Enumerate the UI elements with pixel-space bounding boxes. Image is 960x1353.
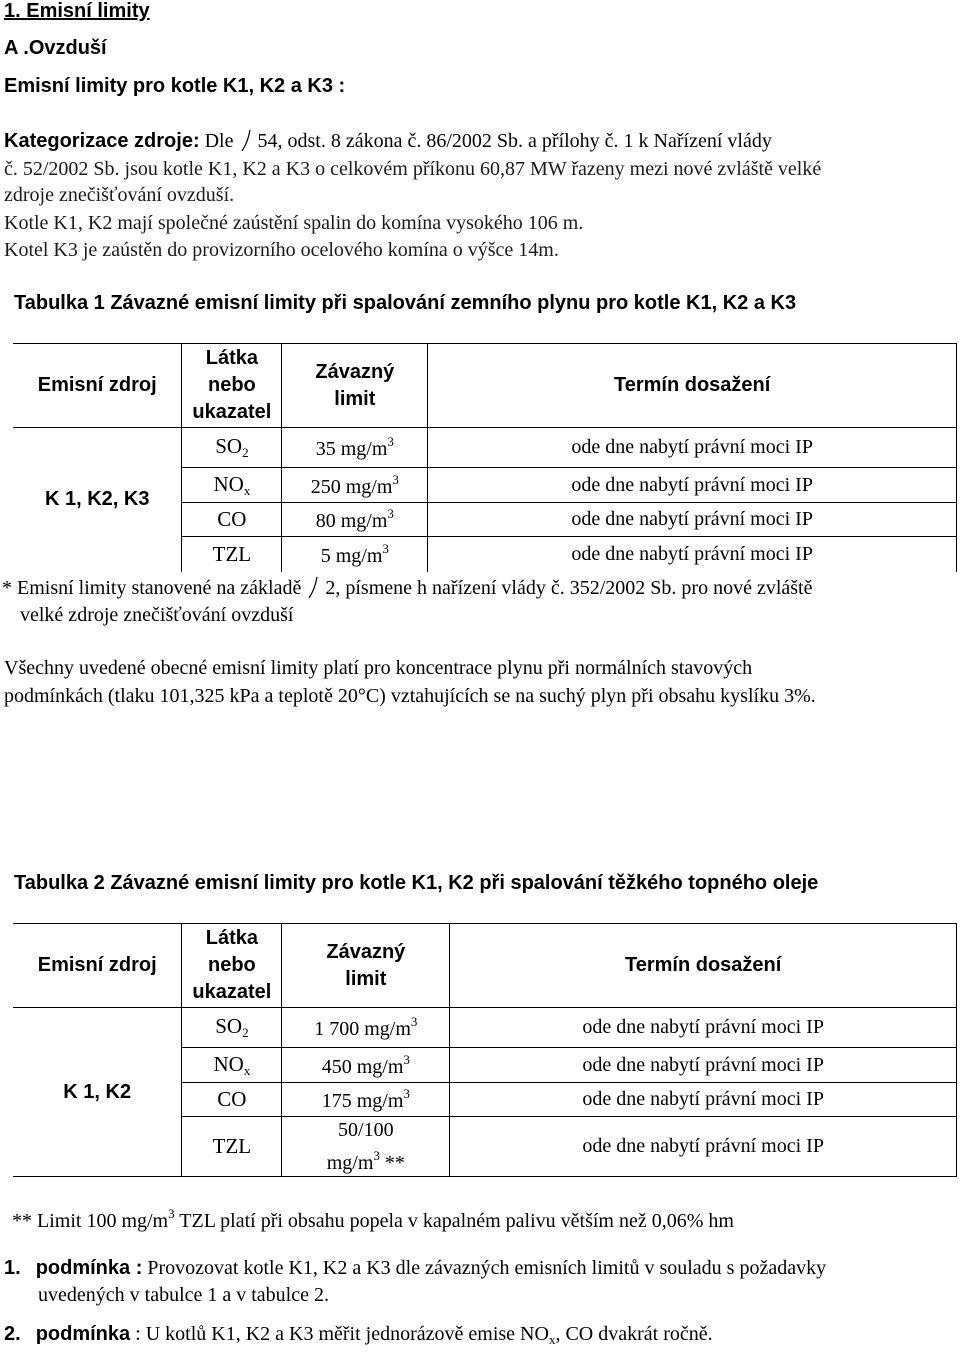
substance-cell: $NO_x$ — [182, 1048, 282, 1083]
term-cell: ode dne nabytí právní moci IP — [428, 428, 957, 468]
limit-cell: 450 $mg/m^3$ — [282, 1048, 450, 1083]
table2-col-limit: Závazný limit — [282, 924, 450, 1008]
categorization-label: Kategorizace zdroje: — [4, 130, 200, 152]
subheading: Emisní limity pro kotle K1, K2 a K3 : — [4, 75, 346, 97]
table1-col-term: Termín dosažení — [428, 344, 957, 428]
condition-number: 2. — [4, 1323, 21, 1345]
term-cell: ode dne nabytí právní moci IP — [450, 1117, 957, 1177]
table2-source-cell: K 1, K2 — [13, 1008, 182, 1177]
table2-col-substance: Látka nebo ukazatel — [182, 924, 282, 1008]
condition-2 — [4, 1321, 713, 1353]
table-row — [13, 428, 957, 468]
condition-1-line-2: uvedených v tabulce 1 a v tabulce 2. — [38, 1284, 329, 1306]
table-row — [13, 1008, 957, 1048]
term-cell: ode dne nabytí právní moci IP — [450, 1083, 957, 1117]
intro-line-3: zdroje znečišťování ovzduší. — [4, 184, 235, 206]
subsection-title: A .Ovzduší — [4, 37, 107, 59]
limit-cell: 5 $mg/m^3$ — [282, 537, 428, 572]
general-line-2: podmínkách (tlaku 101,325 kPa a teplotě 20°C) vztahujících se na suchý plyn při obsahu kyslíku 3%. — [4, 685, 816, 707]
table2 — [13, 923, 957, 1177]
limit-cell: 1 700 $mg/m^3$ — [282, 1008, 450, 1048]
limit-cell: 50/100 $mg/m^3$ ** — [282, 1117, 450, 1177]
condition-text: Provozovat kotle K1, K2 a K3 dle závazných emisních limitů v souladu s požadavky — [142, 1257, 827, 1279]
condition-text: : U kotlů K1, K2 a K3 měřit jednorázově emise NO — [130, 1323, 549, 1345]
substance-cell: TZL — [182, 1117, 282, 1177]
term-cell: ode dne nabytí právní moci IP — [450, 1048, 957, 1083]
note-text: TZL platí při obsahu popela v kapalném palivu větším než 0,06% hm — [174, 1210, 734, 1232]
note-text: ** Limit 100 mg/m — [12, 1210, 169, 1232]
table1-note-line-2: velké zdroje znečišťování ovzduší — [20, 604, 294, 626]
substance-cell: CO — [182, 503, 282, 537]
note-text: 2, písmene h nařízení vlády č. 352/2002 Sb. pro nové zvláště — [320, 577, 813, 599]
substance-cell: $SO_2$ — [182, 428, 282, 468]
table2-header-row — [13, 924, 957, 1008]
note-exponent: 3 — [168, 1206, 175, 1221]
term-cell: ode dne nabytí právní moci IP — [428, 468, 957, 503]
intro-line-4: Kotle K1, K2 mají společné zaústění spalin do komína vysokého 106 m. — [4, 212, 584, 234]
substance-cell: $SO_2$ — [182, 1008, 282, 1048]
table1-header-row — [13, 344, 957, 428]
table1-col-substance: Látka nebo ukazatel — [182, 344, 282, 428]
condition-number: 1. — [4, 1257, 21, 1279]
limit-cell: 250 $mg/m^3$ — [282, 468, 428, 503]
intro-line-5: Kotel K3 je zaústěn do provizorního ocelového komína o výšce 14m. — [4, 239, 559, 261]
table2-note — [12, 1201, 734, 1234]
table1 — [13, 343, 957, 572]
note-text: * Emisní limity stanovené na základě — [2, 577, 307, 599]
table1-col-source: Emisní zdroj — [13, 344, 182, 428]
condition-1 — [4, 1255, 826, 1281]
condition-label: podmínka : — [35, 1257, 143, 1279]
term-cell: ode dne nabytí právní moci IP — [428, 503, 957, 537]
limit-cell: 175 $mg/m^3$ — [282, 1083, 450, 1117]
paragraph-sign-icon — [306, 576, 320, 598]
paragraph-sign-icon — [239, 129, 253, 151]
table1-note-line-1 — [2, 575, 812, 601]
limit-cell: 80 $mg/m^3$ — [282, 503, 428, 537]
intro-text: 54, odst. 8 zákona č. 86/2002 Sb. a přílohy č. 1 k Nařízení vlády — [252, 130, 772, 152]
limit-cell: 35 $mg/m^3$ — [282, 428, 428, 468]
substance-cell: CO — [182, 1083, 282, 1117]
general-line-1: Všechny uvedené obecné emisní limity platí pro koncentrace plynu při normálních stavových — [4, 657, 753, 679]
condition-text: , CO dvakrát ročně. — [555, 1323, 713, 1345]
intro-text: Dle — [199, 130, 239, 152]
table1-source-cell: K 1, K2, K3 — [13, 428, 182, 572]
table2-col-term: Termín dosažení — [450, 924, 957, 1008]
substance-cell: $NO_x$ — [182, 468, 282, 503]
term-cell: ode dne nabytí právní moci IP — [450, 1008, 957, 1048]
condition-label: podmínka — [35, 1323, 131, 1345]
table1-caption: Tabulka 1 Závazné emisní limity při spalování zemního plynu pro kotle K1, K2 a K3 — [14, 292, 797, 314]
section-title: 1. Emisní limity — [4, 0, 150, 22]
table2-col-source: Emisní zdroj — [13, 924, 182, 1008]
intro-line-1 — [4, 128, 772, 154]
table2-caption: Tabulka 2 Závazné emisní limity pro kotle K1, K2 při spalování těžkého topného oleje — [14, 872, 819, 894]
substance-cell: TZL — [182, 537, 282, 572]
condition-subscript: x — [548, 1332, 556, 1347]
term-cell: ode dne nabytí právní moci IP — [428, 537, 957, 572]
table1-col-limit: Závazný limit — [282, 344, 428, 428]
intro-line-2: č. 52/2002 Sb. jsou kotle K1, K2 a K3 o celkovém příkonu 60,87 MW řazeny mezi nové zvláště velké — [4, 158, 822, 180]
